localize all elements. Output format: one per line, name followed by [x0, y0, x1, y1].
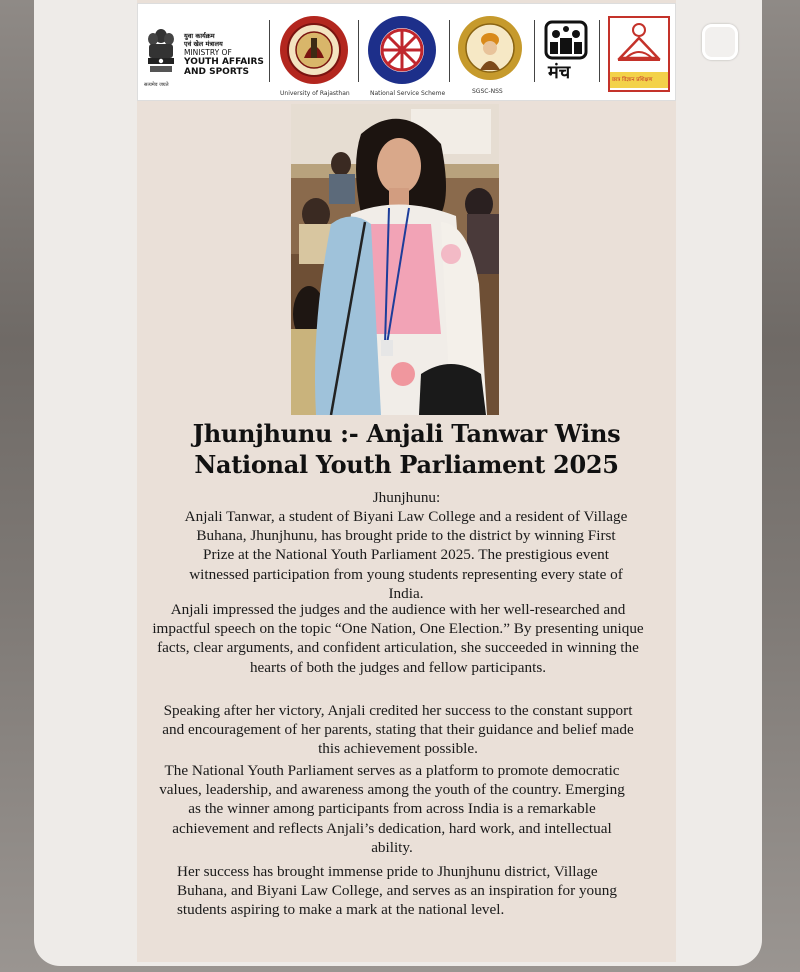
manch-logo	[542, 18, 592, 94]
logo-divider	[358, 20, 359, 82]
article-headline	[137, 418, 676, 480]
ministry-hindi-line1: युवा कार्यक्रम	[184, 32, 215, 40]
ministry-english-line1: MINISTRY OF	[184, 48, 232, 57]
logo-divider	[534, 20, 535, 82]
ministry-logo	[144, 26, 264, 86]
sgsc-caption: SGSC-NSS	[472, 88, 503, 95]
headline-line1: Jhunjhunu :- Anjali Tanwar Wins	[192, 419, 621, 448]
ministry-english-line3: AND SPORTS	[184, 67, 249, 77]
square-toggle-icon[interactable]	[702, 24, 738, 60]
news-poster	[137, 0, 676, 962]
emblem-caption: सत्यमेव जयते	[144, 82, 169, 88]
university-logo	[278, 14, 352, 100]
logo-divider	[599, 20, 600, 82]
paragraph-4: The National Youth Parliament serves as a platform to promote democratic values, leadership, and awareness among the youth of the country. Emerging as the winner among participants from across India is a remarkable achievement and reflects Anjali’s dedication, hard work, and intellectual ability.	[159, 762, 625, 856]
nss-wheel-icon	[366, 14, 438, 86]
nss-logo	[366, 14, 446, 100]
paragraph-3: Speaking after her victory, Anjali credited her success to the constant support and encouragement of her parents, stating that their guidance and belief made this achievement possible.	[162, 702, 634, 758]
sgsc-logo	[456, 14, 528, 100]
manch-label: मंच	[548, 62, 571, 83]
sgsc-seal-icon	[456, 14, 524, 82]
university-caption: University of Rajasthan	[280, 90, 350, 97]
headline-line2: National Youth Parliament 2025	[194, 450, 619, 479]
university-seal-icon	[278, 14, 350, 86]
paragraph-5: Her success has brought immense pride to Jhunjhunu district, Village Buhana, and Biyani Law College, and serves as an inspiration for young students aspiring to make a mark at the national level.	[177, 863, 617, 919]
logo-divider	[269, 20, 270, 82]
ministry-english-line2: YOUTH AFFAIRS	[184, 57, 264, 67]
vigyan-caption: छात्र विज्ञान प्रशिक्षण	[612, 77, 653, 83]
logo-divider	[449, 20, 450, 82]
manch-podium-icon	[542, 18, 590, 62]
speaker-illustration	[291, 104, 499, 415]
nss-caption: National Service Scheme	[370, 90, 446, 97]
paragraph-1: Anjali Tanwar, a student of Biyani Law College and a resident of Village Buhana, Jhunjhunu, has brought pride to the district by winning First Prize at the National Youth Parliament 2025. The prestigious event witnessed participation from young students representing every state of India.	[184, 508, 628, 602]
ministry-hindi-line2: एवं खेल मंत्रालय	[184, 40, 223, 48]
dateline: Jhunjhunu:	[372, 489, 441, 506]
vigyan-logo	[608, 16, 670, 92]
ashoka-emblem-icon	[144, 26, 178, 78]
paragraph-2: Anjali impressed the judges and the audience with her well-researched and impactful speech on the topic “One Nation, One Election.” By presenting unique facts, clear arguments, and confident articulation, she succeeded in winning the hearts of both the judges and fellow participants.	[152, 601, 644, 676]
logo-strip	[137, 3, 676, 101]
speaker-photo	[291, 104, 499, 415]
vigyan-tent-icon	[610, 18, 668, 68]
